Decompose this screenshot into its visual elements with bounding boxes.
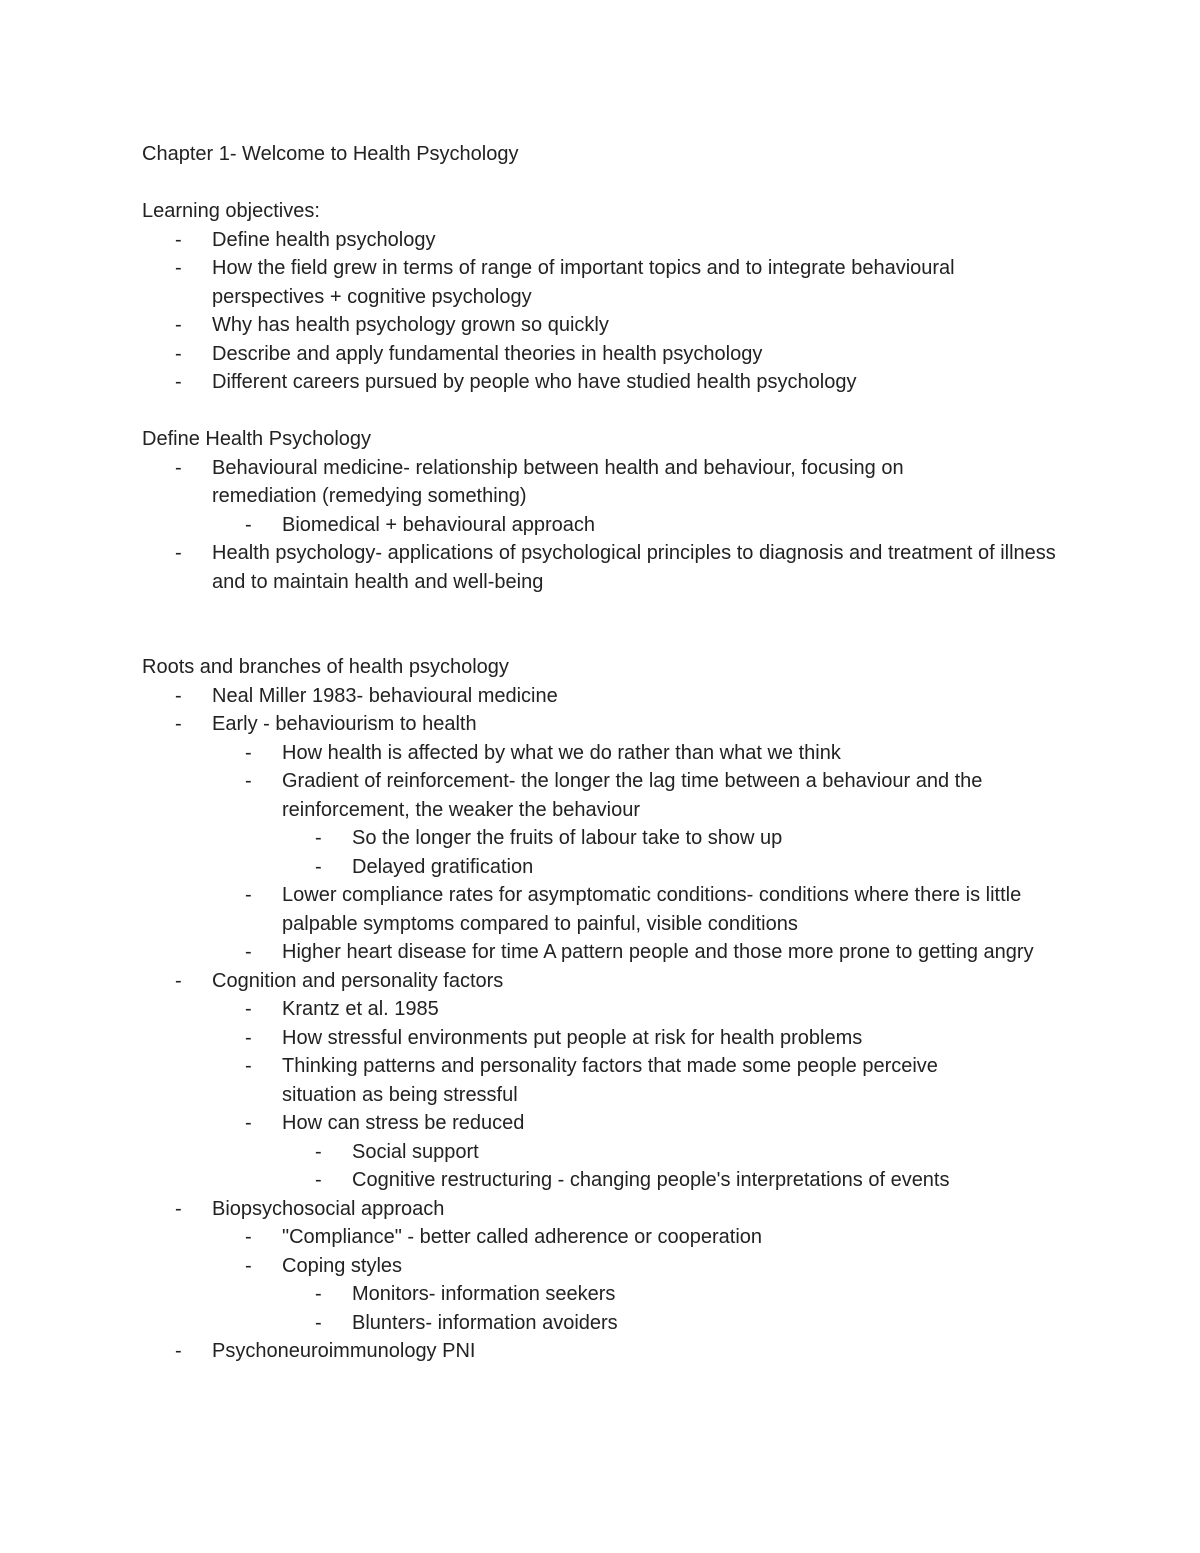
list-item: - Early - behaviourism to health - How health is affected by what we do rather than what we think - Gradient of reinforcement- the longer the lag time between a behaviour and the reinforcement, the weaker the behaviour - So the longer the fruits of labour take to show up - Delayed gratification - Lower compliance rates for asymptomatic conditions- conditions where there is little palpable symptoms compared to painful, visible conditions - Higher heart disease for time A pattern people and those more prone to getting angry — [142, 710, 1072, 967]
list-item: - Neal Miller 1983- behavioural medicine — [175, 684, 558, 707]
list-item: - Cognitive restructuring - changing people's interpretations of events — [315, 1169, 950, 1191]
list-item: - How can stress be reduced - Social support - Cognitive restructuring - changing people's interpretations of events — [212, 1109, 1072, 1195]
learning-objectives-heading: Learning objectives: — [142, 200, 320, 222]
roots-heading: Roots and branches of health psychology — [142, 656, 509, 678]
list-item: - Blunters- information avoiders — [315, 1311, 618, 1334]
list-item: - How stressful environments put people at risk for health problems — [245, 1026, 863, 1049]
learning-objectives-list — [142, 226, 1072, 397]
define-list — [142, 454, 1072, 597]
page-title: Chapter 1- Welcome to Health Psychology — [142, 143, 519, 165]
list-item: - Why has health psychology grown so quickly — [175, 314, 609, 336]
list-item: - Define health psychology — [175, 228, 436, 251]
list-item: - Biopsychosocial approach - "Compliance" - better called adherence or cooperation - Coping styles - Monitors- information seekers - Blunters- information avoiders — [142, 1195, 1072, 1338]
list-item: - How health is affected by what we do rather than what we think — [245, 741, 841, 764]
list-item: - Different careers pursued by people who have studied health psychology — [175, 371, 857, 393]
list-item: - So the longer the fruits of labour take to show up — [315, 827, 783, 849]
document-page — [142, 140, 1072, 1366]
list-item: - Monitors- information seekers — [315, 1283, 616, 1305]
define-heading: Define Health Psychology — [142, 428, 372, 450]
list-item: - "Compliance" - better called adherence or cooperation — [245, 1226, 763, 1248]
list-item: - Health psychology- applications of psychological principles to diagnosis and treatment of illness and to maintain health and well-being — [175, 542, 1056, 593]
roots-list — [142, 682, 1072, 1366]
list-item: - Biomedical + behavioural approach — [245, 513, 595, 536]
list-item: - Delayed gratification — [315, 855, 534, 878]
list-item: - Coping styles - Monitors- information seekers - Blunters- information avoiders — [212, 1252, 1072, 1338]
list-item: - Higher heart disease for time A pattern people and those more prone to getting angry — [245, 941, 1034, 963]
list-item: - Lower compliance rates for asymptomatic conditions- conditions where there is little palpable symptoms compared to painful, visible conditions — [245, 884, 1022, 935]
list-item: - Social support — [315, 1140, 479, 1163]
list-item: - Krantz et al. 1985 — [245, 998, 439, 1020]
list-item: - Describe and apply fundamental theories in health psychology — [175, 342, 763, 365]
list-item: - Gradient of reinforcement- the longer the lag time between a behaviour and the reinforcement, the weaker the behaviour - So the longer the fruits of labour take to show up - Delayed gratification — [212, 767, 1072, 881]
list-item: - Thinking patterns and personality factors that made some people perceive situation as being stressful — [245, 1055, 938, 1106]
list-item: - How the field grew in terms of range of important topics and to integrate behavioural perspectives + cognitive psychology — [175, 257, 955, 308]
list-item: - Cognition and personality factors - Krantz et al. 1985 - How stressful environments put people at risk for health problems - Thinking patterns and personality factors that made some people perceive situation as being stressful - How can stress be reduced - Social support - Cognitive restructuring - changing people's interpretations of events — [142, 967, 1072, 1195]
list-item: - Behavioural medicine- relationship between health and behaviour, focusing on remediation (remedying something) - Biomedical + behavioural approach — [142, 454, 1072, 540]
list-item: - Psychoneuroimmunology PNI — [175, 1340, 476, 1362]
